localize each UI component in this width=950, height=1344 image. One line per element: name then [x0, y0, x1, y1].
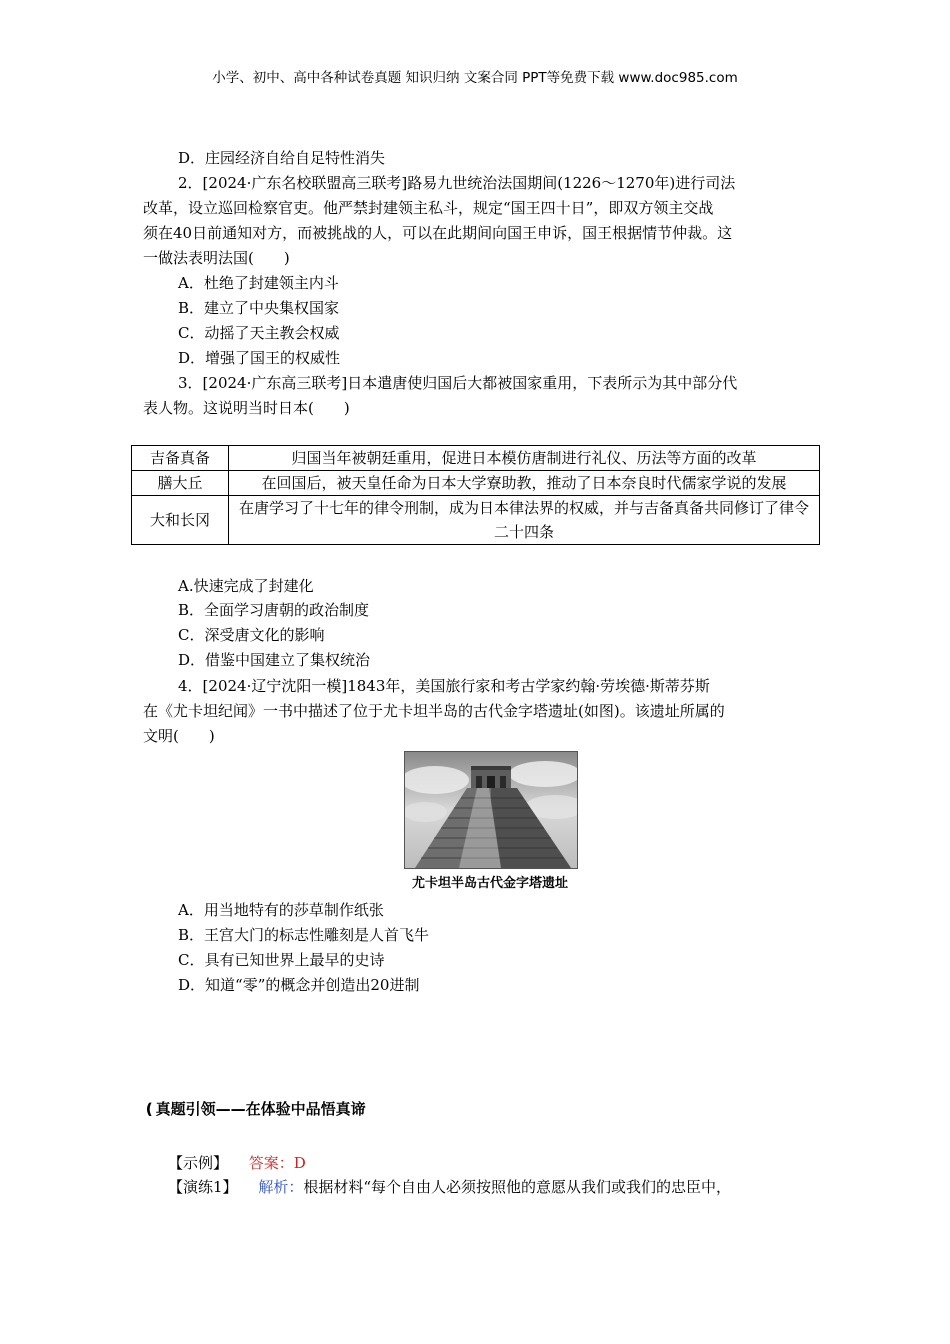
q4-option-b: B．王宫大门的标志性雕刻是人首飞牛 [178, 926, 430, 944]
q4-option-a: A．用当地特有的莎草制作纸张 [178, 901, 384, 919]
table-cell-desc: 在回国后，被天皇任命为日本大学寮助教，推动了日本奈良时代儒家学说的发展 [229, 471, 820, 496]
section-title: 真题引领——在体验中品悟真谛 [155, 1100, 366, 1118]
example-line [168, 1153, 306, 1173]
section-heading [143, 1098, 366, 1119]
drill1-analysis-label: 解析： [258, 1178, 304, 1196]
q3-stem-line-2: 表人物。这说明当时日本( ) [143, 399, 350, 417]
q3-option-d: D．借鉴中国建立了集权统治 [178, 651, 371, 669]
q2-stem-line-4: 一做法表明法国( ) [143, 249, 290, 267]
table-cell-name: 膳大丘 [132, 471, 229, 496]
table-cell-desc: 归国当年被朝廷重用，促进日本模仿唐制进行礼仪、历法等方面的改革 [229, 446, 820, 471]
q2-stem-line-3: 须在40日前通知对方，而被挑战的人，可以在此期间向国王申诉，国王根据情节仲裁。这 [143, 224, 733, 242]
q4-stem-line-1: 4．[2024·辽宁沈阳一模]1843年，美国旅行家和考古学家约翰·劳埃德·斯蒂芬斯 [178, 677, 710, 695]
q2-option-a: A．杜绝了封建领主内斗 [178, 274, 339, 292]
example-label: 【示例】 [168, 1154, 229, 1172]
drill1-label: 【演练1】 [168, 1178, 238, 1196]
drill1-line [168, 1177, 731, 1197]
q2-option-d: D．增强了国王的权威性 [178, 349, 341, 367]
q2-option-b: B．建立了中央集权国家 [178, 299, 340, 317]
q2-option-c: C．动摇了天主教会权威 [178, 324, 340, 342]
q2-stem-line-1: 2．[2024·广东名校联盟高三联考]路易九世统治法国期间(1226～1270年)进行司法 [178, 174, 736, 192]
table-cell-name: 吉备真备 [132, 446, 229, 471]
table-row [132, 446, 820, 471]
q4-stem-line-2: 在《尤卡坦纪闻》一书中描述了位于尤卡坦半岛的古代金字塔遗址(如图)。该遗址所属的 [143, 702, 725, 720]
q1-option-d: D．庄园经济自给自足特性消失 [178, 149, 386, 167]
pyramid-illustration [405, 752, 577, 868]
envoys-table [131, 445, 820, 545]
q3-stem-line-1: 3．[2024·广东高三联考]日本遣唐使归国后大都被国家重用，下表所示为其中部分代 [178, 374, 738, 392]
figure-caption: 尤卡坦半岛古代金字塔遗址 [411, 876, 568, 891]
example-answer: 答案：D [248, 1154, 306, 1172]
drill1-text: 根据材料“每个自由人必须按照他的意愿从我们或我们的忠臣中， [303, 1178, 732, 1196]
section-left-bracket-icon: ❪ [143, 1100, 156, 1118]
q4-option-d: D．知道“零”的概念并创造出20进制 [178, 976, 420, 994]
page-header: 小学、初中、高中各种试卷真题 知识归纳 文案合同 PPT等免费下载 www.doc985.com [212, 70, 738, 86]
q4-stem-line-3: 文明( ) [143, 727, 215, 745]
q3-option-a: A.快速完成了封建化 [178, 577, 314, 595]
table-cell-desc: 在唐学习了十七年的律令刑制，成为日本律法界的权威，并与吉备真备共同修订了律令二十四条 [229, 496, 820, 545]
q3-option-b: B．全面学习唐朝的政治制度 [178, 601, 370, 619]
q4-option-c: C．具有已知世界上最早的史诗 [178, 951, 385, 969]
q2-stem-line-2: 改革，设立巡回检察官吏。他严禁封建领主私斗，规定“国王四十日”，即双方领主交战 [143, 199, 714, 217]
table-cell-name: 大和长冈 [132, 496, 229, 545]
table-row [132, 471, 820, 496]
pyramid-photo [404, 751, 578, 869]
table-row [132, 496, 820, 545]
q3-option-c: C．深受唐文化的影响 [178, 626, 325, 644]
